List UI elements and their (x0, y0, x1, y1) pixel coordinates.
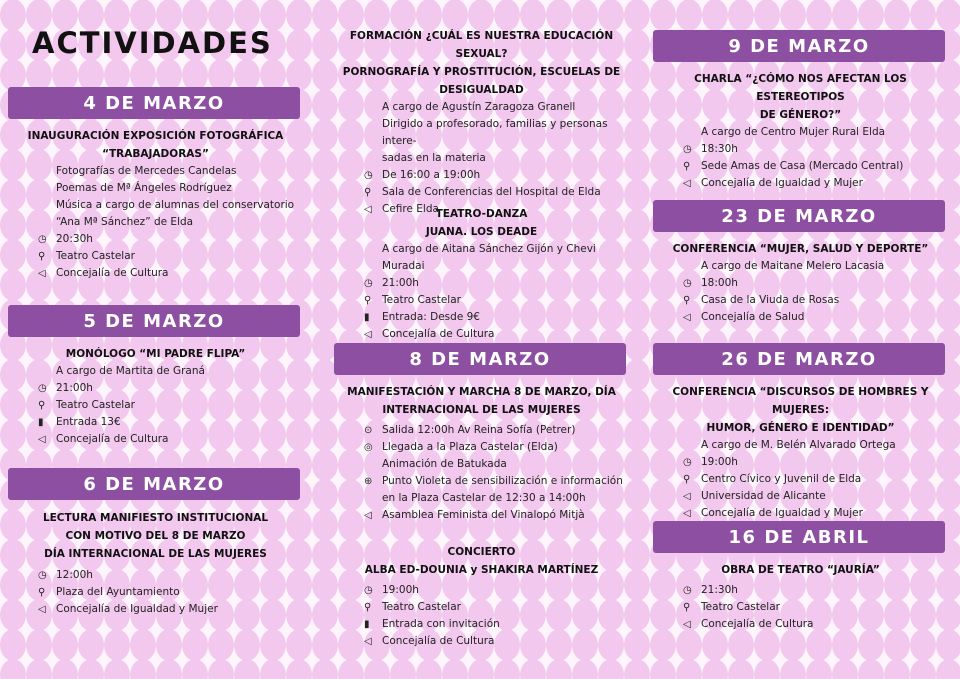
event-title: CONCIERTO (447, 546, 516, 558)
event-block (653, 561, 948, 633)
time-text: 19:00h (382, 584, 419, 596)
info-point-icon: ⊕ (364, 476, 373, 487)
clock-icon: ◷ (364, 278, 373, 289)
info-row (653, 454, 948, 471)
location-pin-icon: ⚲ (364, 187, 372, 198)
info-row (334, 326, 629, 343)
clock-icon: ◷ (364, 170, 373, 181)
clock-icon: ◷ (683, 278, 692, 289)
info-row (8, 414, 303, 431)
time-text: 18:00h (701, 277, 738, 289)
clock-icon: ◷ (683, 585, 692, 596)
ticket-text: Entrada con invitación (382, 618, 500, 630)
venue-text: Centro Cívico y Juvenil de Elda (701, 473, 862, 485)
info-row (334, 633, 629, 650)
time-text: 19:00h (701, 456, 738, 468)
event-title: TEATRO-DANZA (435, 208, 528, 220)
megaphone-icon: ◁ (683, 312, 691, 323)
organizer-text: Concejalía de Cultura (701, 618, 814, 630)
event-detail: Poemas de Mª Ángeles Rodríguez (56, 182, 232, 194)
info-row (8, 431, 303, 448)
info-row (8, 248, 303, 265)
info-row (8, 567, 303, 584)
event-detail: Dirigido a profesorado, familias y personas intere- (382, 118, 608, 147)
event-block (334, 205, 629, 343)
organizer-text: Concejalía de Cultura (56, 267, 169, 279)
megaphone-icon: ◁ (38, 604, 46, 615)
event-title: JUANA. LOS DEADE (425, 226, 538, 238)
route-end-text: Llegada a la Plaza Castelar (Elda) (382, 441, 558, 453)
info-row (8, 380, 303, 397)
event-title: CONFERENCIA “MUJER, SALUD Y DEPORTE” (672, 243, 929, 255)
event-detail: A cargo de Centro Mujer Rural Elda (701, 126, 886, 138)
info-row (334, 473, 629, 490)
time-text: 21:00h (382, 277, 419, 289)
date-band: 4 DE MARZO (8, 87, 300, 119)
event-detail: Punto Violeta de sensibilización e información (382, 475, 623, 487)
location-pin-icon: ⚲ (683, 295, 691, 306)
info-row (334, 439, 629, 456)
megaphone-icon: ◁ (683, 508, 691, 519)
info-row (334, 309, 629, 326)
clock-icon: ◷ (364, 585, 373, 596)
location-pin-icon: ⚲ (38, 400, 46, 411)
time-text: 18:30h (701, 143, 738, 155)
time-text: 12:00h (56, 569, 93, 581)
location-pin-icon: ⚲ (364, 295, 372, 306)
event-title: OBRA DE TEATRO “JAURÍA” (721, 564, 880, 576)
clock-icon: ◷ (683, 144, 692, 155)
ticket-text: Entrada: Desde 9€ (382, 311, 480, 323)
event-title: PORNOGRAFÍA Y PROSTITUCIÓN, ESCUELAS DE (342, 66, 621, 78)
info-row (8, 584, 303, 601)
event-block (8, 127, 303, 282)
info-row (653, 471, 948, 488)
venue-text: Teatro Castelar (382, 294, 461, 306)
venue-text: Sala de Conferencias del Hospital de Elda (382, 186, 601, 198)
info-row (334, 582, 629, 599)
info-row (8, 265, 303, 282)
time-text: De 16:00 a 19:00h (382, 169, 481, 181)
event-block (653, 240, 948, 326)
info-row (653, 175, 948, 192)
date-band: 6 DE MARZO (8, 468, 300, 500)
event-title: CON MOTIVO DEL 8 DE MARZO (65, 530, 246, 542)
event-title: CONFERENCIA “DISCURSOS DE HOMBRES Y MUJERES: (672, 386, 929, 416)
organizer-text: Asamblea Feminista del Vinalopó Mitjà (382, 509, 585, 521)
info-row (8, 397, 303, 414)
event-detail: A cargo de Aitana Sánchez Gijón y Chevi Muradai (382, 243, 596, 272)
info-row (653, 616, 948, 633)
organizer-text: Concejalía de Salud (701, 311, 805, 323)
megaphone-icon: ◁ (364, 636, 372, 647)
date-band: 5 DE MARZO (8, 305, 300, 337)
event-detail: sadas en la materia (382, 152, 486, 164)
event-title: CHARLA “¿CÓMO NOS AFECTAN LOS ESTEREOTIPOS (694, 73, 907, 103)
info-row (653, 582, 948, 599)
venue-text: Teatro Castelar (382, 601, 461, 613)
event-title: DESIGUALDAD (439, 84, 524, 96)
event-title: FORMACIÓN ¿CUÁL ES NUESTRA EDUCACIÓN SEXUAL? (349, 30, 614, 60)
clock-icon: ◷ (38, 570, 47, 581)
info-row (8, 231, 303, 248)
organizer-text: Concejalía de Cultura (382, 635, 495, 647)
date-band: 8 DE MARZO (334, 343, 626, 375)
megaphone-icon: ◁ (683, 491, 691, 502)
location-pin-icon: ⚲ (364, 602, 372, 613)
info-row (653, 158, 948, 175)
event-title: HUMOR, GÉNERO E IDENTIDAD” (706, 422, 895, 434)
megaphone-icon: ◁ (683, 619, 691, 630)
megaphone-icon: ◁ (38, 434, 46, 445)
time-text: 20:30h (56, 233, 93, 245)
event-detail: en la Plaza Castelar de 12:30 a 14:00h (382, 492, 586, 504)
organizer-text: Concejalía de Igualdad y Mujer (701, 507, 863, 519)
info-row (334, 167, 629, 184)
location-pin-icon: ⚲ (38, 587, 46, 598)
event-block (334, 543, 629, 650)
event-title: MANIFESTACIÓN Y MARCHA 8 DE MARZO, DÍA (347, 386, 616, 398)
clock-icon: ◷ (38, 234, 47, 245)
event-block (653, 70, 948, 192)
event-detail: A cargo de Maitane Melero Lacasia (701, 260, 885, 272)
info-row (653, 309, 948, 326)
clock-icon: ◷ (38, 383, 47, 394)
venue-text: Plaza del Ayuntamiento (56, 586, 180, 598)
date-band: 16 DE ABRIL (653, 521, 945, 553)
venue-text: Teatro Castelar (701, 601, 780, 613)
bookmark-icon: ▮ (364, 312, 370, 323)
megaphone-icon: ◁ (364, 510, 372, 521)
event-detail: “Ana Mª Sánchez” de Elda (56, 216, 194, 228)
info-row (334, 490, 629, 507)
info-row (653, 488, 948, 505)
event-detail: A cargo de M. Belén Alvarado Ortega (701, 439, 896, 451)
time-text: 21:30h (701, 584, 738, 596)
info-row (334, 292, 629, 309)
organizer-text: Concejalía de Cultura (56, 433, 169, 445)
info-row (334, 275, 629, 292)
info-row (653, 599, 948, 616)
info-row (334, 456, 629, 473)
megaphone-icon: ◁ (38, 268, 46, 279)
start-icon: ⊙ (364, 425, 373, 436)
target-icon: ◎ (364, 442, 373, 453)
info-row (8, 601, 303, 618)
organizer-text: Concejalía de Cultura (382, 328, 495, 340)
venue-text: Teatro Castelar (56, 399, 135, 411)
event-detail: Animación de Batukada (382, 458, 507, 470)
event-title: INTERNACIONAL DE LAS MUJERES (382, 404, 581, 416)
info-row (334, 184, 629, 201)
info-row (334, 422, 629, 439)
event-title: “TRABAJADORAS” (102, 148, 209, 160)
event-block (334, 27, 629, 218)
time-text: 21:00h (56, 382, 93, 394)
venue-text: Casa de la Viuda de Rosas (701, 294, 840, 306)
event-detail: Música a cargo de alumnas del conservatorio (56, 199, 295, 211)
event-detail: A cargo de Agustín Zaragoza Granell (382, 101, 576, 113)
date-band: 26 DE MARZO (653, 343, 945, 375)
event-title: DÍA INTERNACIONAL DE LAS MUJERES (44, 548, 267, 560)
megaphone-icon: ◁ (364, 329, 372, 340)
organizer-text: Universidad de Alicante (701, 490, 826, 502)
info-row (334, 507, 629, 524)
info-row (334, 599, 629, 616)
event-title: DE GÉNERO?” (759, 109, 842, 121)
bookmark-icon: ▮ (38, 417, 44, 428)
info-row (653, 505, 948, 522)
venue-text: Teatro Castelar (56, 250, 135, 262)
info-row (653, 292, 948, 309)
organizer-text: Concejalía de Igualdad y Mujer (56, 603, 218, 615)
event-detail: A cargo de Martita de Graná (56, 365, 205, 377)
location-pin-icon: ⚲ (38, 251, 46, 262)
venue-text: Sede Amas de Casa (Mercado Central) (701, 160, 904, 172)
location-pin-icon: ⚲ (683, 474, 691, 485)
info-row (653, 141, 948, 158)
megaphone-icon: ◁ (364, 204, 372, 215)
info-row (653, 275, 948, 292)
megaphone-icon: ◁ (683, 178, 691, 189)
info-row (334, 616, 629, 633)
route-start-text: Salida 12:00h Av Reina Sofía (Petrer) (382, 424, 576, 436)
date-band: 23 DE MARZO (653, 200, 945, 232)
event-block (653, 383, 948, 522)
event-detail: Fotografías de Mercedes Candelas (56, 165, 237, 177)
location-pin-icon: ⚲ (683, 602, 691, 613)
organizer-text: Concejalía de Igualdad y Mujer (701, 177, 863, 189)
page-title: ACTIVIDADES (32, 26, 273, 60)
organizer-text: Cefire Elda (382, 203, 439, 215)
event-block (334, 383, 629, 524)
event-title: ALBA ED-DOUNIA y SHAKIRA MARTÍNEZ (364, 564, 599, 576)
event-block (8, 345, 303, 448)
location-pin-icon: ⚲ (683, 161, 691, 172)
ticket-text: Entrada 13€ (56, 416, 121, 428)
date-band: 9 DE MARZO (653, 30, 945, 62)
event-title: LECTURA MANIFIESTO INSTITUCIONAL (42, 512, 269, 524)
bookmark-icon: ▮ (364, 619, 370, 630)
event-block (8, 509, 303, 618)
event-title: INAUGURACIÓN EXPOSICIÓN FOTOGRÁFICA (27, 130, 284, 142)
clock-icon: ◷ (683, 457, 692, 468)
event-title: MONÓLOGO “MI PADRE FLIPA” (65, 348, 246, 360)
